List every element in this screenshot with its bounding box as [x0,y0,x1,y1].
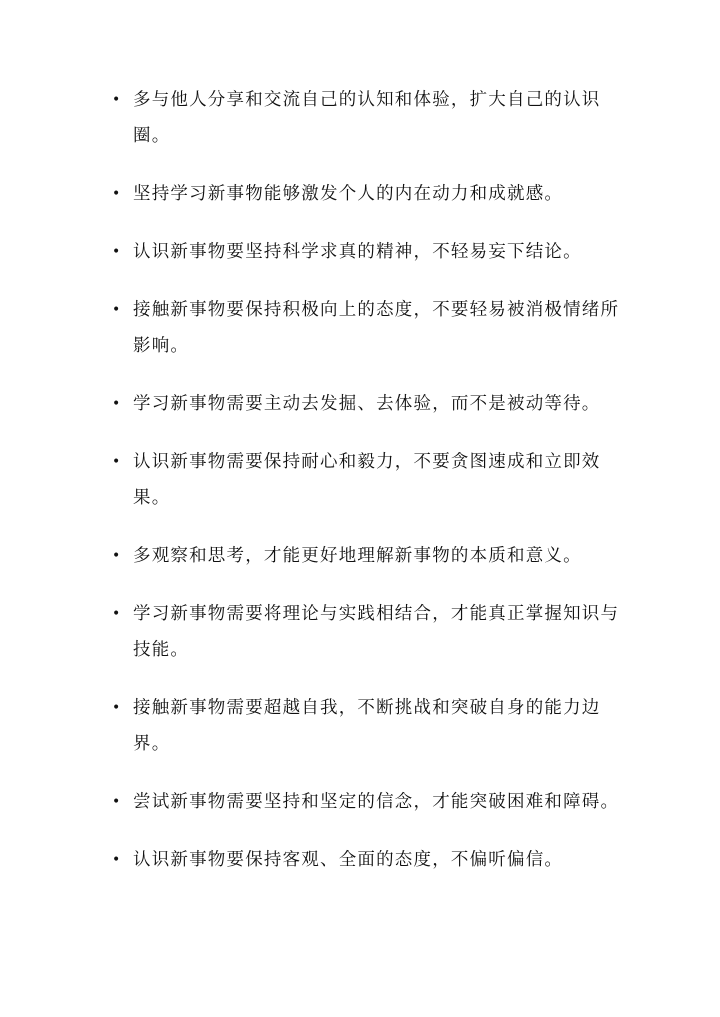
list-item [112,444,624,516]
list-item-text: 认识新事物需要保持耐心和毅力，不要贪图速成和立即效果。 [133,452,601,508]
list-item-text: 认识新事物要坚持科学求真的精神，不轻易妄下结论。 [133,242,582,262]
list-item [112,176,624,212]
list-item [112,784,624,820]
list-item-text: 尝试新事物需要坚持和坚定的信念，才能突破困难和障碍。 [133,792,620,812]
bullet-icon: • [112,92,122,108]
bullet-icon: • [112,244,122,260]
bullet-icon: • [112,606,122,622]
bullet-icon: • [112,186,122,202]
bullet-icon: • [112,396,122,412]
list-item-text: 学习新事物需要主动去发掘、去体验，而不是被动等待。 [133,394,601,414]
bullet-icon: • [112,852,122,868]
list-item [112,386,624,422]
bullet-icon: • [112,454,122,470]
list-item-text: 多与他人分享和交流自己的认知和体验，扩大自己的认识圈。 [133,90,601,146]
list-item [112,538,624,574]
bullet-list [112,82,624,900]
list-item-text: 认识新事物要保持客观、全面的态度，不偏听偏信。 [133,850,564,870]
list-item-text: 接触新事物需要超越自我，不断挑战和突破自身的能力边界。 [133,698,601,754]
list-item [112,234,624,270]
bullet-icon: • [112,302,122,318]
bullet-icon: • [112,700,122,716]
list-item [112,690,624,762]
list-item-text: 接触新事物要保持积极向上的态度，不要轻易被消极情绪所影响。 [133,300,620,356]
list-item-text: 多观察和思考，才能更好地理解新事物的本质和意义。 [133,546,582,566]
list-item-text: 学习新事物需要将理论与实践相结合，才能真正掌握知识与技能。 [133,604,620,660]
list-item [112,82,624,154]
list-item [112,292,624,364]
bullet-icon: • [112,548,122,564]
list-item [112,596,624,668]
list-item-text: 坚持学习新事物能够激发个人的内在动力和成就感。 [133,184,564,204]
bullet-icon: • [112,794,122,810]
list-item [112,842,624,878]
